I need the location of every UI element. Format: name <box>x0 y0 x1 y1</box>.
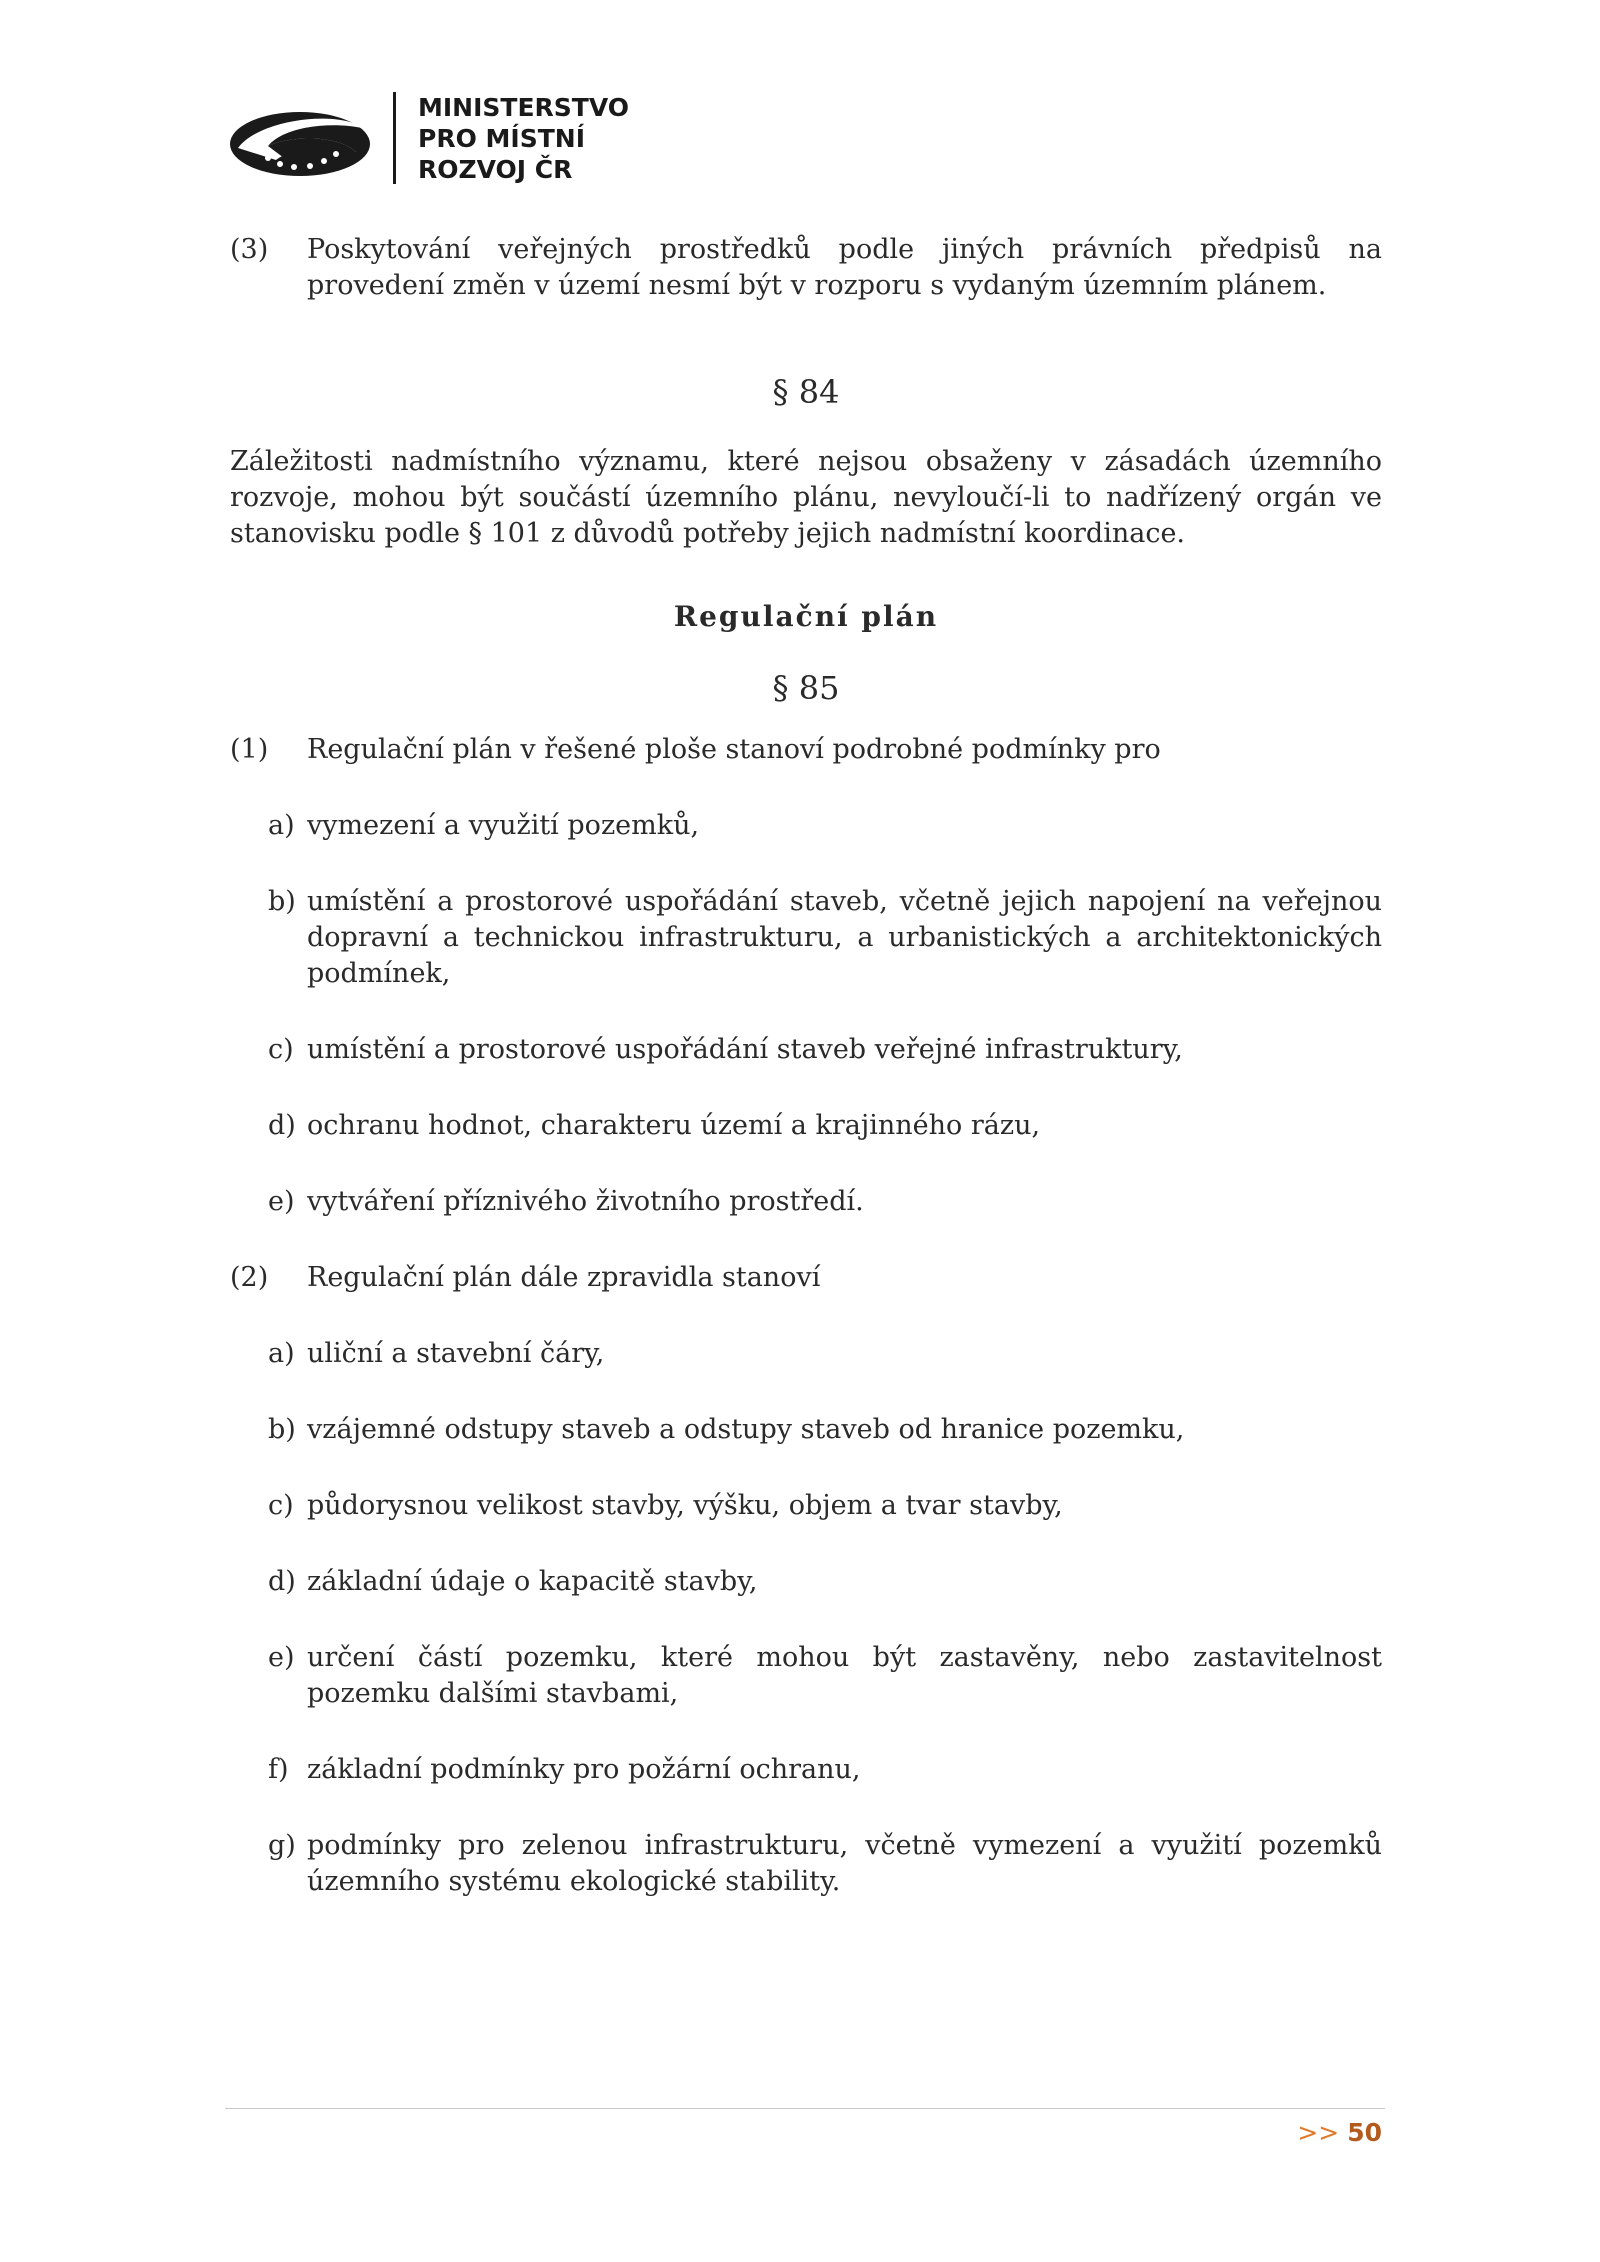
page-number <box>1297 2118 1382 2147</box>
paragraph-text: Regulační plán dále zpravidla stanoví <box>307 1262 821 1293</box>
paragraph-1 <box>230 732 1382 768</box>
paragraph-number: (1) <box>230 734 269 765</box>
footer-divider <box>225 2108 1385 2109</box>
list-item <box>230 1828 1382 1900</box>
section-84-title: § 84 <box>772 373 840 411</box>
list-letter: c) <box>268 1034 294 1065</box>
section-84-text: Záležitosti nadmístního významu, které nejsou obsaženy v zásadách územního rozvoje, mohou být součástí územního plánu, nevyloučí-li to nadřízený orgán ve stanovisku podle § 101 z důvodů potřeby jejich nadmístní koordinace. <box>230 446 1382 549</box>
paragraph-2 <box>230 1260 1382 1296</box>
list-item <box>230 1184 1382 1220</box>
list-letter: g) <box>268 1830 296 1861</box>
list-letter: b) <box>268 1414 296 1445</box>
list-item <box>230 1752 1382 1788</box>
header <box>228 92 648 192</box>
list-text: ochranu hodnot, charakteru území a krajinného rázu, <box>307 1110 1041 1141</box>
header-divider <box>393 92 396 184</box>
list-letter: a) <box>268 810 295 841</box>
list-item <box>230 1336 1382 1372</box>
list-text: základní údaje o kapacitě stavby, <box>307 1566 758 1597</box>
section-85-title: § 85 <box>772 669 840 707</box>
list-item <box>230 1108 1382 1144</box>
regulation-plan-heading: Regulační plán <box>673 600 939 633</box>
list-letter: a) <box>268 1338 295 1369</box>
list-text: vytváření příznivého životního prostředí. <box>307 1186 864 1217</box>
list-text: umístění a prostorové uspořádání staveb veřejné infrastruktury, <box>307 1034 1183 1065</box>
list-item <box>230 884 1382 992</box>
ministry-line-1: MINISTERSTVO <box>418 93 630 122</box>
list-item <box>230 1640 1382 1712</box>
list-letter: e) <box>268 1186 295 1217</box>
list-letter: f) <box>268 1754 289 1785</box>
document-body <box>230 232 1382 1900</box>
paragraph-text: Poskytování veřejných prostředků podle jiných právních předpisů na provedení změn v území nesmí být v rozporu s vydaným územním plánem. <box>307 234 1382 301</box>
list-letter: d) <box>268 1110 296 1141</box>
paragraph-text: Regulační plán v řešené ploše stanoví podrobné podmínky pro <box>307 734 1161 765</box>
ministry-name <box>418 92 629 185</box>
list-text: vymezení a využití pozemků, <box>307 810 700 841</box>
list-item <box>230 1412 1382 1448</box>
list-item <box>230 808 1382 844</box>
list-letter: e) <box>268 1642 295 1673</box>
list-letter: c) <box>268 1490 294 1521</box>
list-letter: b) <box>268 886 296 917</box>
ministry-line-2: PRO MÍSTNÍ <box>418 124 585 153</box>
ministry-line-3: ROZVOJ ČR <box>418 155 573 184</box>
list-item <box>230 1564 1382 1600</box>
page-number-value: 50 <box>1347 2118 1382 2147</box>
list-text: půdorysnou velikost stavby, výšku, objem a tvar stavby, <box>307 1490 1063 1521</box>
list-text: určení částí pozemku, které mohou být zastavěny, nebo zastavitelnost pozemku dalšími stavbami, <box>307 1642 1382 1709</box>
list-letter: d) <box>268 1566 296 1597</box>
paragraph-number: (3) <box>230 234 269 265</box>
paragraph-number: (2) <box>230 1262 269 1293</box>
paragraph-3 <box>230 232 1382 304</box>
list-text: základní podmínky pro požární ochranu, <box>307 1754 861 1785</box>
list-text: uliční a stavební čáry, <box>307 1338 605 1369</box>
list-item <box>230 1032 1382 1068</box>
page-arrows: >> <box>1297 2118 1340 2147</box>
ministry-logo-icon <box>228 100 378 182</box>
list-item <box>230 1488 1382 1524</box>
list-text: podmínky pro zelenou infrastrukturu, včetně vymezení a využití pozemků územního systému ekologické stability. <box>307 1830 1382 1897</box>
list-text: umístění a prostorové uspořádání staveb, včetně jejich napojení na veřejnou dopravní a technickou infrastrukturu, a urbanistických a architektonických podmínek, <box>307 886 1382 989</box>
list-text: vzájemné odstupy staveb a odstupy staveb od hranice pozemku, <box>307 1414 1185 1445</box>
